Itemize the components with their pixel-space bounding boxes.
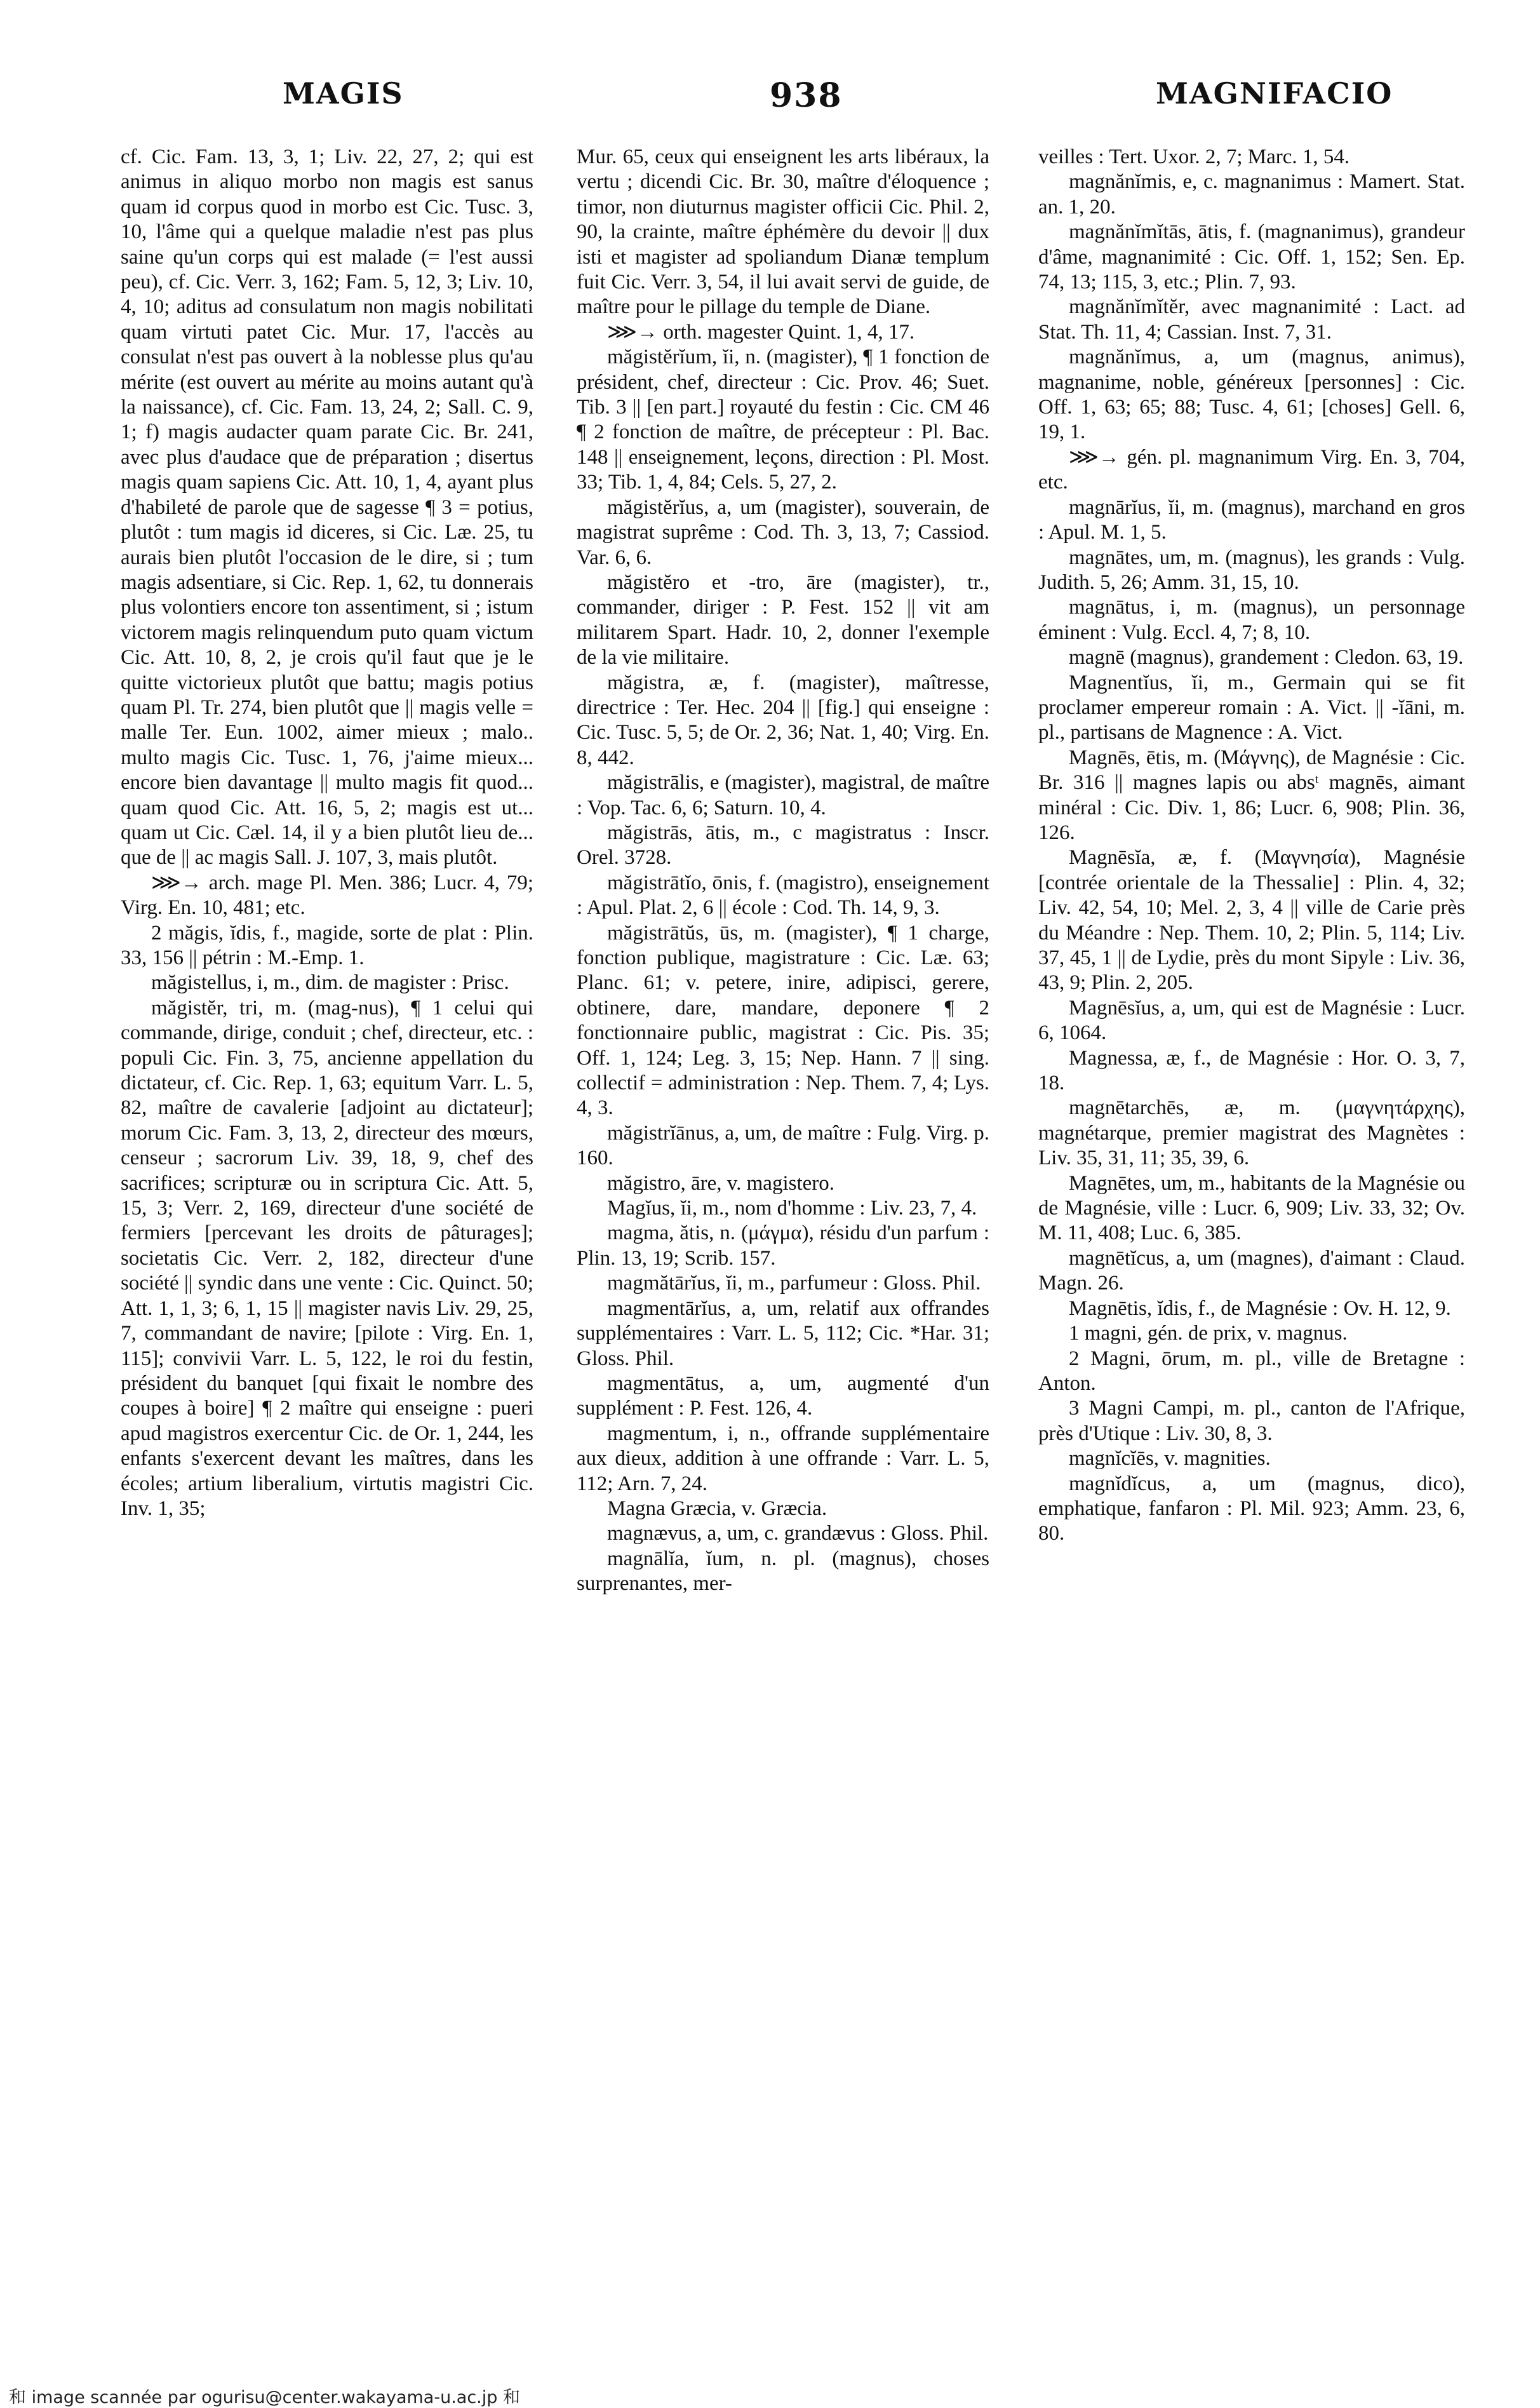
- entry: măgistĕrĭum, ĭi, n. (magister), ¶ 1 fonction de président, chef, directeur : Cic. Prov. 46; Suet. Tib. 3 || [en part.] royauté du festin : Cic. CM 46 ¶ 2 fonction de maître, de précepteur : Pl. Bac. 148 || enseignement, leçons, direction : Pl. Most. 33; Tib. 1, 4, 84; Cels. 5, 27, 2.: [577, 346, 989, 494]
- scan-credit-footer: 和 image scannée par ogurisu@center.wakayama-u.ac.jp 和: [9, 2388, 520, 2407]
- entry: măgistrĭānus, a, um, de maître : Fulg. Virg. p. 160.: [577, 1121, 989, 1170]
- entry: măgistrātĭo, ōnis, f. (magistro), enseignement : Apul. Plat. 2, 6 || école : Cod. Th. 14, 9, 3.: [577, 871, 989, 920]
- entry: măgistrālis, e (magister), magistral, de maître : Vop. Tac. 6, 6; Saturn. 10, 4.: [577, 771, 989, 819]
- entry: Magnēsĭus, a, um, qui est de Magnésie : Lucr. 6, 1064.: [1038, 996, 1465, 1045]
- entry: magnævus, a, um, c. grandævus : Gloss. Phil.: [607, 1522, 989, 1545]
- entry: magmentātus, a, um, augmenté d'un supplément : P. Fest. 126, 4.: [577, 1371, 989, 1420]
- entry: măgistĕro et -tro, āre (magister), tr., commander, diriger : P. Fest. 152 || vit am militarem Spart. Hadr. 10, 2, donner l'exemple de la vie militaire.: [577, 570, 989, 669]
- entry: Magnēsĭa, æ, f. (Μαγνησία), Magnésie [contrée orientale de la Thessalie] : Plin. 4, 32; Liv. 42, 54, 10; Mel. 2, 3, 4 || ville de Carie près du Méandre : Nep. Them. 10, 2; Plin. 5, 114; Liv. 37, 45, 1 || de Lydie, près du mont Sipyle : Liv. 36, 43, 9; Plin. 2, 205.: [1038, 846, 1465, 995]
- page-number: 938: [770, 76, 843, 115]
- entry: magnētarchēs, æ, m. (μαγνητάρχης), magnétarque, premier magistrat des Magnètes : Liv. 35, 31, 11; 35, 39, 6.: [1038, 1096, 1465, 1170]
- entry: magma, ătis, n. (μάγμα), résidu d'un parfum : Plin. 13, 19; Scrib. 157.: [577, 1221, 989, 1270]
- entry: Magnētis, ĭdis, f., de Magnésie : Ov. H. 12, 9.: [1069, 1296, 1451, 1320]
- entry: 2 măgis, ĭdis, f., magide, sorte de plat : Plin. 33, 156 || pétrin : M.-Emp. 1.: [121, 921, 533, 969]
- entry: măgistra, æ, f. (magister), maîtresse, directrice : Ter. Hec. 204 || [fig.] qui enseigne : Cic. Tusc. 5, 5; de Or. 2, 36; Nat. 1, 40; Virg. En. 8, 442.: [577, 671, 989, 769]
- entry: măgistĕrĭus, a, um (magister), souverain, de magistrat suprême : Cod. Th. 3, 13, 7; Cassiod. Var. 6, 6.: [577, 495, 989, 569]
- entry: magnātus, i, m. (magnus), un personnage éminent : Vulg. Eccl. 4, 7; 8, 10.: [1038, 596, 1465, 644]
- entry: magnănĭmus, a, um (magnus, animus), magnanime, noble, généreux [personnes] : Cic. Off. 1, 63; 65; 88; Tusc. 4, 61; [choses] Gell. 6, 19, 1.: [1038, 346, 1465, 444]
- entry: măgistellus, i, m., dim. de magister : Prisc.: [151, 971, 509, 995]
- entry: magmentum, i, n., offrande supplémentaire aux dieux, addition à une offrande : Varr. L. 5, 112; Arn. 7, 24.: [577, 1422, 989, 1495]
- entry: magnĭcĭēs, v. magnities.: [1069, 1447, 1271, 1470]
- header-right-guideword: MAGNIFACIO: [1156, 76, 1393, 111]
- entry: magmătārĭus, ĭi, m., parfumeur : Gloss. Phil.: [607, 1272, 981, 1295]
- entry: magnănĭmĭtĕr, avec magnanimité : Lact. ad Stat. Th. 11, 4; Cassian. Inst. 7, 31.: [1038, 295, 1465, 344]
- entry: măgistrātŭs, ūs, m. (magister), ¶ 1 charge, fonction publique, magistrature : Cic. Læ. 63; Planc. 61; v. petere, inire, adipisci, gerere, obtinere, dare, mandare, deponere ¶ 2 fonctionnaire public, magistrat : Cic. Pis. 35; Off. 1, 124; Leg. 3, 15; Nep. Hann. 7 || sing. collectif = administration : Nep. Them. 7, 4; Lys. 4, 3.: [577, 921, 989, 1120]
- entry-continuation: veilles : Tert. Uxor. 2, 7; Marc. 1, 54.: [1038, 145, 1350, 168]
- entry-continuation: cf. Cic. Fam. 13, 3, 1; Liv. 22, 27, 2; qui est animus in aliquo morbo non magis est sanus quam id corpus quod in morbo est Cic. Tusc. 3, 10, l'âme qui a quelque maladie n'est pas plus saine qu'un corps qui est malade (= l'est aussi peu), cf. Cic. Verr. 3, 162; Fam. 5, 12, 3; Liv. 10, 4, 10; aditus ad consulatum non magis nobilitati quam virtuti patet Cic. Mur. 17, l'accès au consulat n'est pas ouvert à la noblesse plus qu'au mérite (est ouvert au mérite au moins autant qu'à la naissance), cf. Cic. Fam. 13, 24, 2; Sall. C. 9, 1; f) magis audacter quam parate Cic. Br. 241, avec plus d'audace que de préparation ; disertus magis quam sapiens Cic. Att. 10, 1, 4, ayant plus d'habileté de parole que de sagesse ¶ 3 = potius, plutôt : tum magis id diceres, si Cic. Læ. 25, tu aurais bien plutôt l'occasion de le dire, si ; tum magis adsentiare, si Cic. Rep. 1, 62, tu donnerais plus volontiers encore ton assentiment, si ; istum victorem magis relinquendum puto quam victum Cic. Att. 10, 8, 2, je crois qu'il faut que je le quitte victorieux plutôt que battu; magis potius quam Pl. Tr. 274, bien plutôt que || magis velle = malle Ter. Eun. 1002, aimer mieux ; malo.. multo magis Cic. Tusc. 1, 76, j'aime mieux... encore bien davantage || multo magis fit quod... quam quod Cic. Att. 16, 5, 2; magis est ut... quam ut Cic. Cæl. 14, il y a bien plutôt lieu de... que de || ac magis Sall. J. 107, 3, mais plutôt.: [121, 145, 533, 870]
- entry: magnālĭa, ĭum, n. pl. (magnus), choses surprenantes, mer-: [577, 1547, 989, 1596]
- entry: Magĭus, ĭi, m., nom d'homme : Liv. 23, 7, 4.: [607, 1197, 977, 1220]
- dictionary-column-2: [577, 145, 989, 1597]
- entry: Magnentĭus, ĭi, m., Germain qui se fit proclamer empereur romain : A. Vict. || -ĭāni, m. pl., partisans de Magnence : A. Vict.: [1038, 671, 1465, 744]
- page-header: [0, 76, 1540, 127]
- dictionary-column-3: [1038, 145, 1465, 1547]
- entry-note: ⋙→ gén. pl. magnanimum Virg. En. 3, 704, etc.: [1038, 445, 1465, 494]
- entry: 2 Magni, ōrum, m. pl., ville de Bretagne : Anton.: [1038, 1347, 1465, 1395]
- entry: Magnētes, um, m., habitants de la Magnésie ou de Magnésie, ville : Lucr. 6, 909; Liv. 33, 32; Ov. M. 11, 408; Luc. 6, 385.: [1038, 1171, 1465, 1245]
- entry: Magnessa, æ, f., de Magnésie : Hor. O. 3, 7, 18.: [1038, 1046, 1465, 1095]
- entry: Magna Græcia, v. Græcia.: [607, 1497, 827, 1520]
- dictionary-column-1: [121, 145, 533, 1521]
- entry: 3 Magni Campi, m. pl., canton de l'Afrique, près d'Utique : Liv. 30, 8, 3.: [1038, 1397, 1465, 1445]
- entry-note: ⋙→ arch. mage Pl. Men. 386; Lucr. 4, 79; Virg. En. 10, 481; etc.: [121, 871, 533, 920]
- entry: magnē (magnus), grandement : Cledon. 63, 19.: [1069, 646, 1464, 669]
- entry: magmentārĭus, a, um, relatif aux offrandes supplémentaires : Varr. L. 5, 112; Cic. *Har. 31; Gloss. Phil.: [577, 1296, 989, 1370]
- entry: magnĭdĭcus, a, um (magnus, dico), emphatique, fanfaron : Pl. Mil. 923; Amm. 23, 6, 80.: [1038, 1472, 1465, 1545]
- header-left-guideword: MAGIS: [283, 76, 404, 111]
- entry: 1 magni, gén. de prix, v. magnus.: [1069, 1322, 1348, 1345]
- entry: magnētĭcus, a, um (magnes), d'aimant : Claud. Magn. 26.: [1038, 1246, 1465, 1295]
- entry: magnārĭus, ĭi, m. (magnus), marchand en gros : Apul. M. 1, 5.: [1038, 495, 1465, 544]
- entry: măgistrās, ātis, m., c magistratus : Inscr. Orel. 3728.: [577, 821, 989, 870]
- entry: măgistĕr, tri, m. (mag-nus), ¶ 1 celui qui commande, dirige, conduit ; chef, directeur, etc. : populi Cic. Fin. 3, 75, ancienne appellation du dictateur, cf. Cic. Rep. 1, 63; equitum Varr. L. 5, 82, maître de cavalerie [adjoint au dictateur]; morum Cic. Fam. 3, 13, 2, directeur des mœurs, censeur ; sacrorum Liv. 39, 18, 9, chef des sacrifices; scripturæ ou in scriptura Cic. Att. 5, 15, 3; Verr. 2, 169, directeur d'une société de fermiers [percevant les droits de pâturages]; societatis Cic. Verr. 2, 182, directeur d'une société || syndic dans une vente : Cic. Quinct. 50; Att. 1, 1, 3; 6, 1, 15 || magister navis Liv. 29, 25, 7, commandant de navire; [pilote : Virg. En. 1, 115]; convivii Varr. L. 5, 122, le roi du festin, président du banquet [qui fixait le nombre des coupes à boire] ¶ 2 maître qui enseigne : pueri apud magistros exercentur Cic. de Or. 1, 244, les enfants s'exercent devant les maîtres, dans les écoles; artium liberalium, virtutis magistri Cic. Inv. 1, 35;: [121, 996, 533, 1520]
- entry: magnātes, um, m. (magnus), les grands : Vulg. Judith. 5, 26; Amm. 31, 15, 10.: [1038, 546, 1465, 594]
- entry: magnănĭmĭtās, ātis, f. (magnanimus), grandeur d'âme, magnanimité : Cic. Off. 1, 152; Sen. Ep. 74, 13; 115, 3, etc.; Plin. 7, 93.: [1038, 220, 1465, 294]
- entry-note: ⋙→ orth. magester Quint. 1, 4, 17.: [607, 320, 915, 344]
- entry: Magnēs, ētis, m. (Μάγνης), de Magnésie : Cic. Br. 316 || magnes lapis ou absᵗ magnēs, aimant minéral : Cic. Div. 1, 86; Lucr. 6, 908; Plin. 36, 126.: [1038, 746, 1465, 844]
- entry-continuation: Mur. 65, ceux qui enseignent les arts libéraux, la vertu ; dicendi Cic. Br. 30, maître d'éloquence ; timor, non diuturnus magister officii Cic. Phil. 2, 90, la crainte, maître éphémère du devoir || dux isti et magister ad spoliandum Dianæ templum fuit Cic. Verr. 3, 54, il lui avait servi de guide, de maître pour le pillage du temple de Diane.: [577, 145, 989, 319]
- entry: magnănĭmis, e, c. magnanimus : Mamert. Stat. an. 1, 20.: [1038, 170, 1465, 219]
- entry: măgistro, āre, v. magistero.: [607, 1171, 835, 1195]
